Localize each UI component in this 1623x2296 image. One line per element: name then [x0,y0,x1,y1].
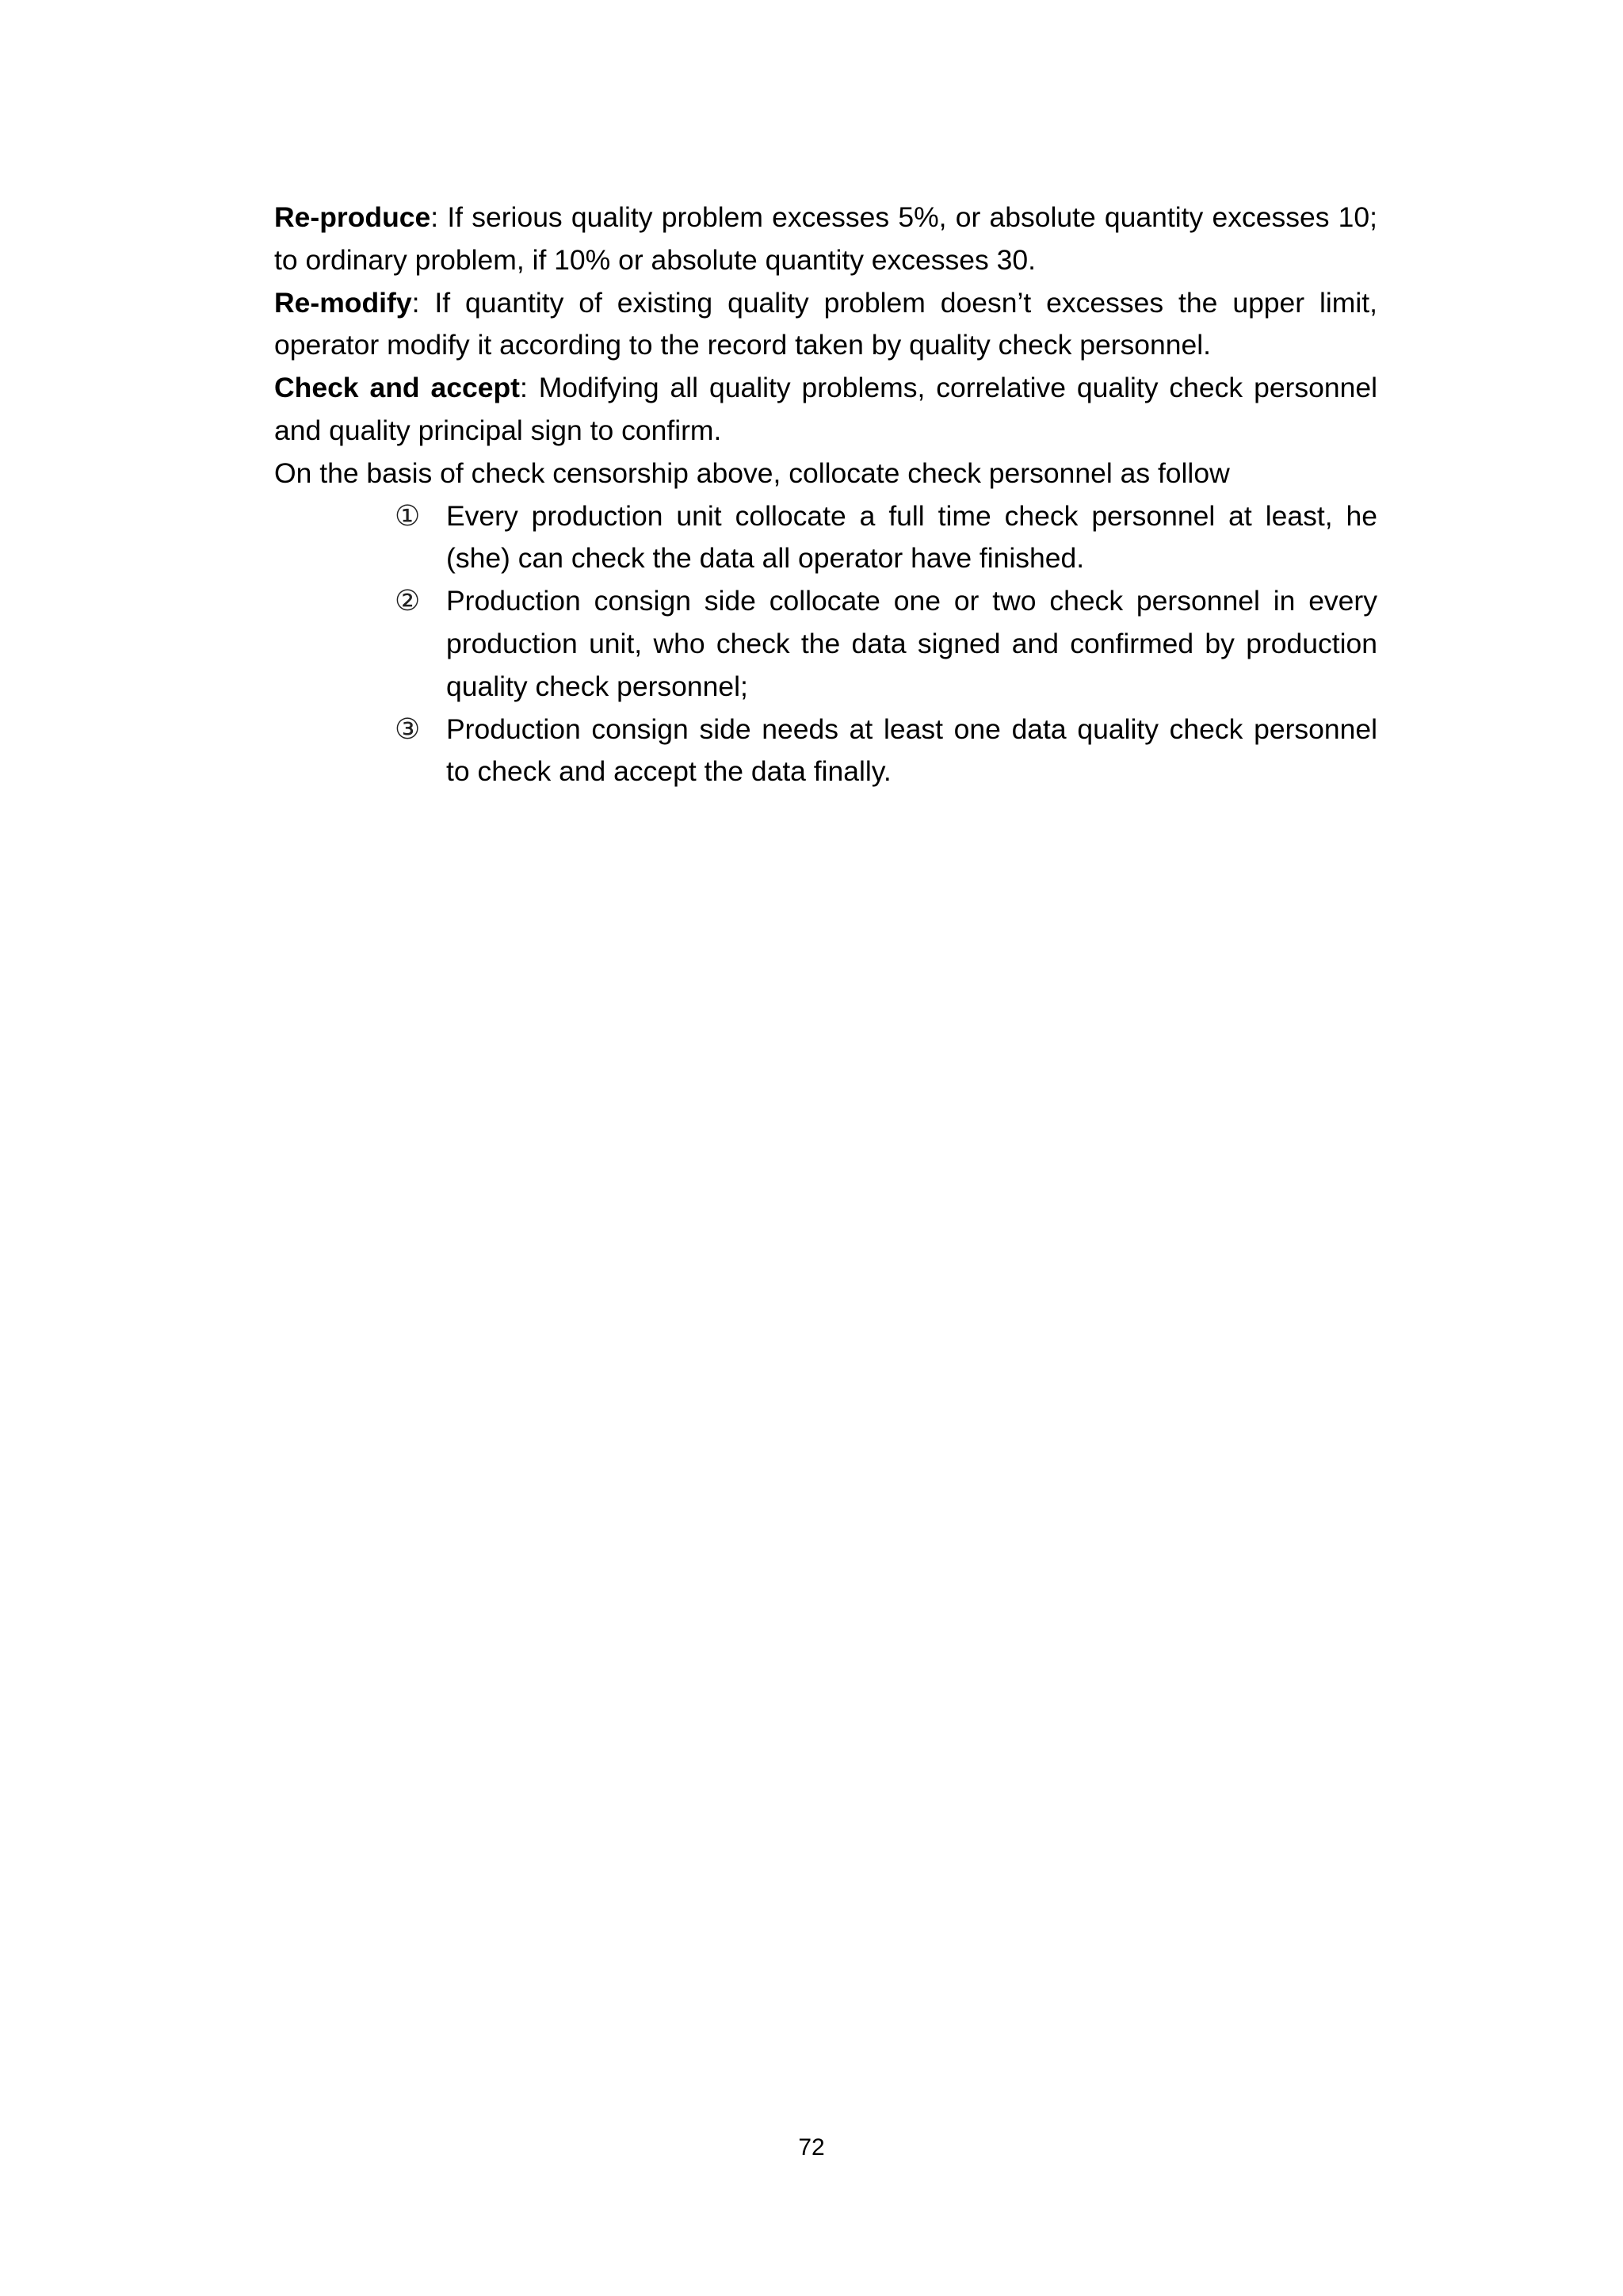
list-marker: ② [395,585,421,618]
paragraph-reproduce [274,197,1377,282]
paragraph-basis: On the basis of check censorship above, collocate check personnel as follow [274,457,1230,489]
text-check-and-accept: : Modifying all quality problems, correlative quality check personnel and quality principal sign to confirm. [274,372,1377,446]
page-content [274,197,1377,793]
list-item-text: Production consign side needs at least one data quality check personnel to check and accept the data finally. [446,712,1377,788]
list-item [274,709,1377,794]
list-item-text: Every production unit collocate a full time check personnel at least, he (she) can check the data all operator have finished. [446,499,1377,575]
text-remodify: : If quantity of existing quality problem doesn’t excesses the upper limit, operator modify it according to the record taken by quality check personnel. [274,286,1377,361]
personnel-list [274,495,1377,794]
list-item [274,580,1377,708]
term-reproduce: Re-produce [274,201,431,233]
term-remodify: Re-modify [274,286,412,319]
list-marker: ① [395,499,421,533]
list-item [274,495,1377,581]
page-number: 72 [798,2134,825,2160]
paragraph-check-and-accept [274,367,1377,453]
list-item-text: Production consign side collocate one or two check personnel in every production unit, who check the data signed and confirmed by production quality check personnel; [446,585,1377,702]
text-reproduce: : If serious quality problem excesses 5%, or absolute quantity excesses 10; to ordinary problem, if 10% or absolute quantity excesses 30. [274,201,1377,276]
list-marker: ③ [395,712,421,746]
paragraph-remodify [274,282,1377,368]
term-check-and-accept: Check and accept [274,372,520,404]
